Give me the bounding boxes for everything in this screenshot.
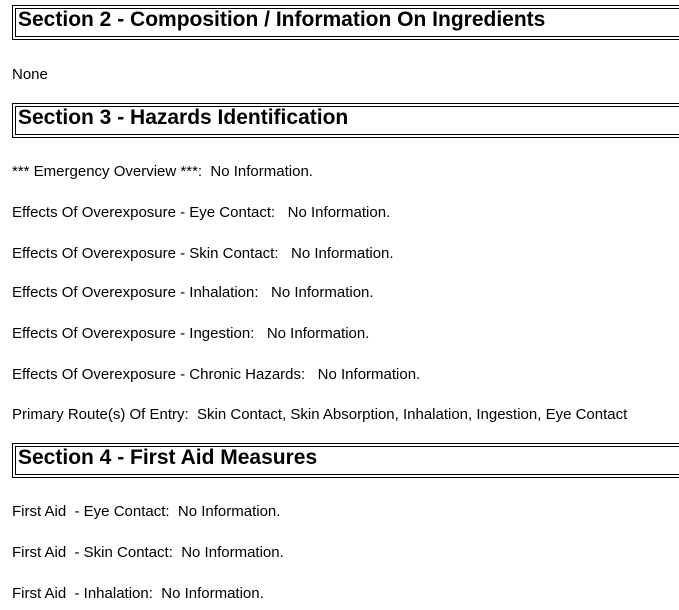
section-2-title: Section 2 - Composition / Information On Ingredients — [18, 8, 546, 31]
first-aid-inhalation-line: First Aid - Inhalation: No Information. — [12, 585, 264, 602]
overexposure-inhalation-line: Effects Of Overexposure - Inhalation: No Information. — [12, 284, 374, 301]
overexposure-chronic-hazards-line: Effects Of Overexposure - Chronic Hazards: No Information. — [12, 366, 421, 383]
overexposure-ingestion-line: Effects Of Overexposure - Ingestion: No Information. — [12, 325, 370, 342]
first-aid-eye-contact-line: First Aid - Eye Contact: No Information. — [12, 503, 281, 520]
overexposure-eye-contact-line: Effects Of Overexposure - Eye Contact: No Information. — [12, 204, 391, 221]
first-aid-skin-contact-line: First Aid - Skin Contact: No Information. — [12, 544, 284, 561]
section-3-title: Section 3 - Hazards Identification — [18, 106, 349, 129]
section-4-title: Section 4 - First Aid Measures — [18, 446, 318, 469]
section-3-header — [12, 103, 679, 138]
section-4-header — [12, 443, 679, 478]
emergency-overview-line: *** Emergency Overview ***: No Information. — [12, 163, 313, 180]
primary-routes-of-entry-line: Primary Route(s) Of Entry: Skin Contact, Skin Absorption, Inhalation, Ingestion, Eye Contact — [12, 406, 628, 423]
section-2-header — [12, 5, 679, 40]
section-2-line-none: None — [12, 66, 48, 83]
overexposure-skin-contact-line: Effects Of Overexposure - Skin Contact: No Information. — [12, 245, 394, 262]
